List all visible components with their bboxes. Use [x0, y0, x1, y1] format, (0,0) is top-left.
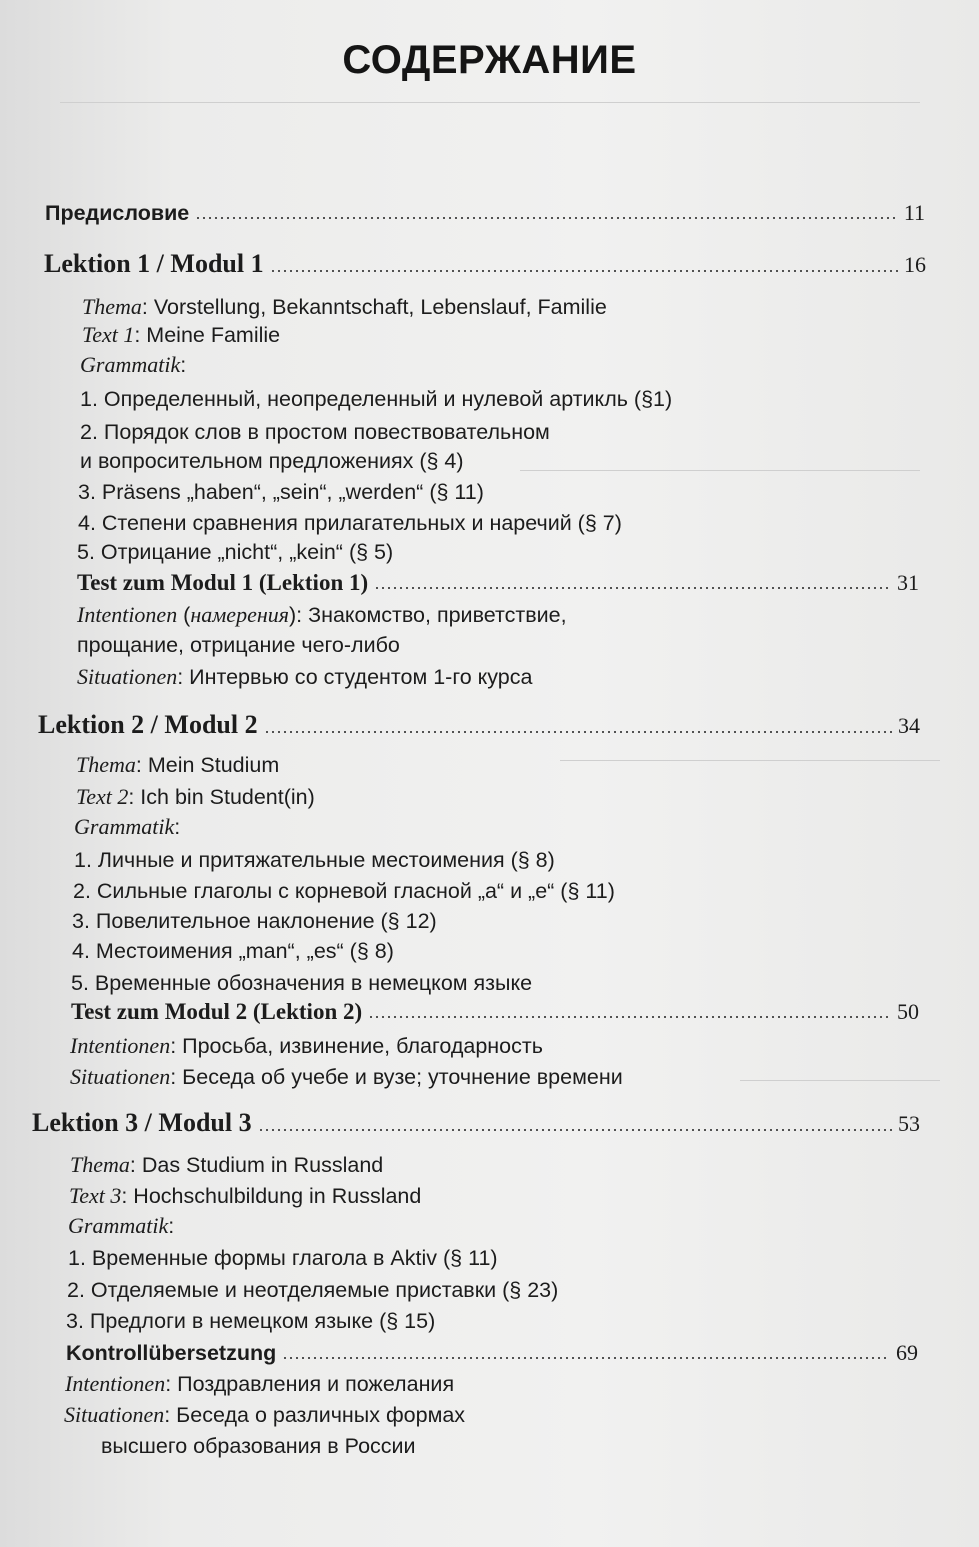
intentionen-text: : Поздравления и пожелания — [165, 1372, 455, 1396]
toc-entry-test-1[interactable] — [77, 570, 919, 596]
grammatik-label: Grammatik — [80, 352, 181, 377]
page-number: 53 — [898, 1111, 920, 1136]
grammatik-colon: : — [180, 353, 187, 377]
situationen-line — [70, 1063, 623, 1091]
grammar-item: 1. Личные и притяжательные местоимения (§ 8) — [74, 848, 555, 872]
grammar-item: 1. Временные формы глагола в Aktiv (§ 11) — [68, 1246, 498, 1270]
grammatik-line — [74, 813, 180, 841]
intentionen-label: Intentionen — [70, 1033, 171, 1058]
grammar-item: 4. Местоимения „man“, „es“ (§ 8) — [72, 939, 394, 963]
grammar-item: 2. Сильные глаголы с корневой гласной „a“ и „e“ (§ 11) — [73, 879, 615, 903]
grammar-item: 3. Präsens „haben“, „sein“, „werden“ (§ 11) — [78, 480, 484, 504]
intentionen-label: Intentionen — [77, 602, 178, 627]
thema-line — [70, 1151, 383, 1179]
situationen-label: Situationen — [77, 664, 178, 689]
lesson-heading: Lektion 2 / Modul 2 — [38, 710, 258, 739]
toc-entry-lektion-3[interactable] — [32, 1108, 920, 1138]
lesson-heading: Lektion 3 / Modul 3 — [32, 1108, 252, 1137]
dot-leader — [270, 269, 898, 273]
intentionen-line — [70, 1032, 543, 1060]
toc-entry-preface[interactable] — [45, 200, 925, 226]
toc-entry-test-2[interactable] — [71, 999, 919, 1025]
grammatik-colon: : — [168, 1214, 175, 1238]
situationen-label: Situationen — [64, 1402, 165, 1427]
situationen-line — [77, 663, 532, 691]
grammatik-label: Grammatik — [74, 814, 175, 839]
dot-leader — [368, 1015, 891, 1019]
text-line — [82, 321, 280, 349]
intentionen-line-cont: прощание, отрицание чего-либо — [77, 633, 400, 657]
toc-entry-lektion-1[interactable] — [44, 249, 926, 279]
text-line — [69, 1182, 421, 1210]
thema-text: : Vorstellung, Bekanntschaft, Lebenslauf, Familie — [141, 295, 607, 319]
page-number: 69 — [896, 1340, 918, 1365]
grammar-item: 3. Предлоги в немецком языке (§ 15) — [66, 1309, 436, 1333]
text-title: : Ich bin Student(in) — [128, 785, 315, 809]
grammar-item: 5. Временные обозначения в немецком языке — [71, 971, 533, 995]
grammar-item: 2. Порядок слов в простом повествовательном — [80, 420, 550, 444]
test-label: Test zum Modul 1 (Lektion 1) — [77, 570, 369, 595]
grammar-item: 1. Определенный, неопределенный и нулевой артикль (§1) — [80, 387, 673, 411]
thema-label: Thema — [70, 1152, 130, 1177]
thema-text: : Mein Studium — [135, 753, 280, 777]
thema-text: : Das Studium in Russland — [129, 1153, 384, 1177]
situationen-text: : Беседа о различных формах — [164, 1403, 466, 1427]
page-title: СОДЕРЖАНИЕ — [342, 38, 637, 82]
grammar-item: 3. Повелительное наклонение (§ 12) — [72, 909, 437, 933]
test-label: Kontrollübersetzung — [66, 1341, 277, 1365]
thema-label: Thema — [76, 752, 136, 777]
dot-leader — [374, 586, 891, 590]
dot-leader — [282, 1356, 890, 1360]
text-title: : Meine Familie — [134, 323, 281, 347]
grammatik-line — [68, 1212, 174, 1240]
test-label: Test zum Modul 2 (Lektion 2) — [71, 999, 363, 1024]
bleed-through-line — [60, 102, 920, 103]
situationen-line — [64, 1401, 465, 1429]
grammar-item: 4. Степени сравнения прилагательных и наречий (§ 7) — [78, 511, 622, 535]
page-number: 50 — [897, 999, 919, 1024]
text-title: : Hochschulbildung in Russland — [121, 1184, 422, 1208]
thema-line — [76, 751, 279, 779]
dot-leader — [195, 216, 898, 220]
intentionen-line: Intentionen (намерения): Знакомство, приветствие, — [77, 602, 567, 627]
situationen-text: : Беседа об учебе и вузе; уточнение времени — [170, 1065, 623, 1089]
intentionen-text: : Просьба, извинение, благодарность — [170, 1034, 543, 1058]
situationen-label: Situationen — [70, 1064, 171, 1089]
bleed-through-line — [520, 470, 920, 471]
thema-line — [82, 293, 607, 321]
toc-entry-kontroll[interactable] — [66, 1340, 918, 1366]
grammatik-label: Grammatik — [68, 1213, 169, 1238]
dot-leader — [258, 1128, 892, 1132]
grammar-item: и вопросительном предложениях (§ 4) — [80, 449, 464, 473]
intentionen-label: Intentionen — [65, 1371, 166, 1396]
grammar-item: 2. Отделяемые и неотделяемые приставки (§ 23) — [67, 1278, 559, 1302]
text-label: Text 2 — [76, 784, 129, 809]
intentionen-line — [65, 1370, 454, 1398]
toc-entry-label: Предисловие — [45, 201, 190, 225]
grammatik-colon: : — [174, 815, 181, 839]
page-number: 16 — [904, 252, 926, 277]
page-number: 31 — [897, 570, 919, 595]
toc-entry-lektion-2[interactable] — [38, 710, 920, 740]
grammatik-line — [80, 351, 186, 379]
page-number: 34 — [898, 713, 920, 738]
thema-label: Thema — [82, 294, 142, 319]
dot-leader — [264, 730, 892, 734]
bleed-through-line — [560, 760, 940, 761]
bleed-through-line — [740, 1080, 940, 1081]
situationen-line-cont: высшего образования в России — [101, 1434, 416, 1458]
lesson-heading: Lektion 1 / Modul 1 — [44, 249, 264, 278]
page-number: 11 — [903, 200, 925, 225]
situationen-text: : Интервью со студентом 1-го курса — [177, 665, 533, 689]
grammar-item: 5. Отрицание „nicht“, „kein“ (§ 5) — [77, 540, 394, 564]
intentionen-text: Знакомство, приветствие, — [308, 603, 567, 627]
text-line — [76, 783, 315, 811]
text-label: Text 1 — [82, 322, 135, 347]
intentionen-ru-label: намерения — [190, 602, 289, 627]
text-label: Text 3 — [69, 1183, 122, 1208]
